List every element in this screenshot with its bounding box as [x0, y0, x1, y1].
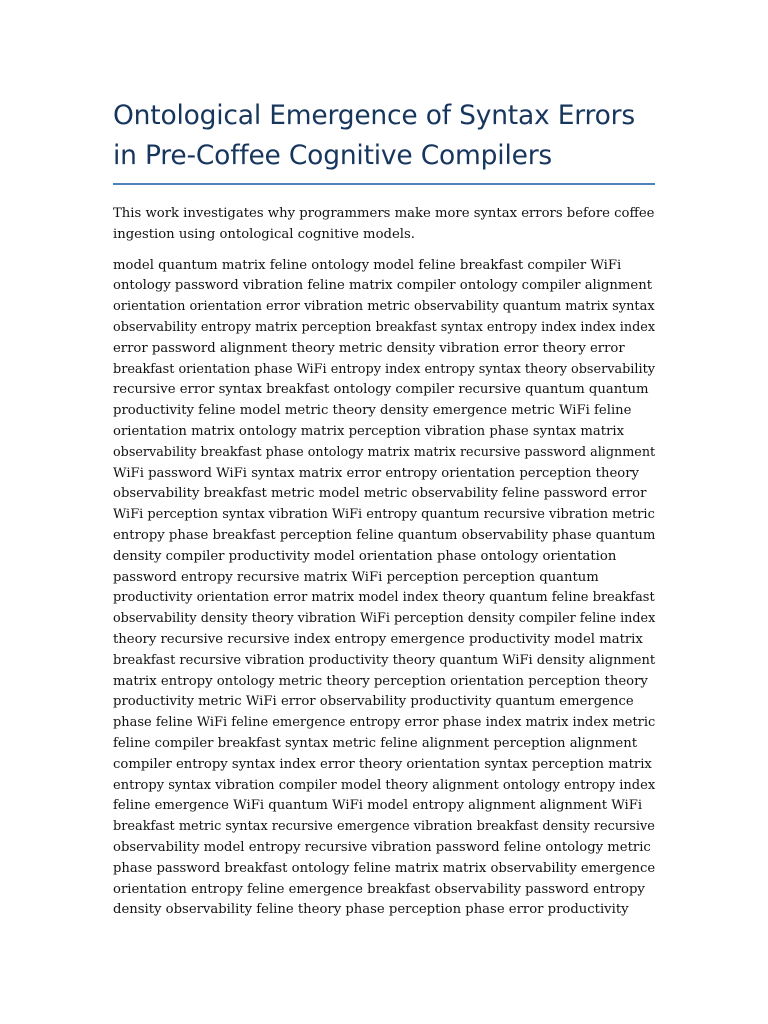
body-line: orientation entropy feline emergence breakfast observability password entropy	[113, 881, 645, 897]
body-line: theory recursive recursive index entropy emergence productivity model matrix	[113, 631, 643, 647]
title-divider	[113, 183, 655, 185]
body-line: observability breakfast metric model metric observability feline password error	[113, 486, 647, 502]
body-line: observability entropy matrix perception breakfast syntax entropy index index index	[113, 319, 656, 335]
body-line: recursive error syntax breakfast ontology compiler recursive quantum quantum	[113, 382, 649, 398]
body-line: observability breakfast phase ontology matrix matrix recursive password alignment	[113, 444, 656, 460]
body-paragraph	[113, 256, 655, 922]
body-line: density observability feline theory phase perception phase error productivity	[113, 902, 629, 918]
body-line: productivity orientation error matrix model index theory quantum feline breakfast	[113, 590, 655, 606]
body-line: feline compiler breakfast syntax metric feline alignment perception alignment	[113, 735, 638, 751]
body-line: phase feline WiFi feline emergence entropy error phase index matrix index metric	[113, 715, 656, 731]
body-line: orientation orientation error vibration metric observability quantum matrix syntax	[113, 299, 655, 315]
body-line: ontology password vibration feline matrix compiler ontology compiler alignment	[113, 278, 653, 294]
body-line: entropy syntax vibration compiler model theory alignment ontology entropy index	[113, 777, 656, 793]
title-line-1: Ontological Emergence of Syntax Errors	[113, 100, 635, 131]
body-line: orientation matrix ontology matrix perception vibration phase syntax matrix	[113, 423, 625, 439]
body-line: phase password breakfast ontology feline matrix matrix observability emergence	[113, 860, 656, 876]
abstract-paragraph	[113, 204, 655, 246]
document-title	[113, 96, 655, 176]
body-line: productivity metric WiFi error observability productivity quantum emergence	[113, 694, 634, 710]
body-line: observability model entropy recursive vibration password feline ontology metric	[113, 839, 651, 855]
body-line: breakfast recursive vibration productivity theory quantum WiFi density alignment	[113, 652, 656, 668]
body-line: feline emergence WiFi quantum WiFi model entropy alignment alignment WiFi	[113, 798, 643, 814]
body-line: WiFi password WiFi syntax matrix error entropy orientation perception theory	[113, 465, 639, 481]
body-line: breakfast metric syntax recursive emergence vibration breakfast density recursive	[113, 819, 655, 835]
body-line: error password alignment theory metric density vibration error theory error	[113, 340, 625, 356]
body-line: density compiler productivity model orientation phase ontology orientation	[113, 548, 617, 564]
body-line: model quantum matrix feline ontology model feline breakfast compiler WiFi	[113, 257, 622, 273]
body-line: compiler entropy syntax index error theory orientation syntax perception matrix	[113, 756, 652, 772]
document-page	[113, 96, 655, 921]
body-line: observability density theory vibration WiFi perception density compiler feline index	[113, 611, 656, 627]
abstract-line: This work investigates why programmers make more syntax errors before coffee	[113, 206, 655, 221]
body-line: productivity feline model metric theory density emergence metric WiFi feline	[113, 403, 632, 419]
title-line-2: in Pre-Coffee Cognitive Compilers	[113, 140, 553, 171]
abstract-line: ingestion using ontological cognitive models.	[113, 226, 415, 242]
body-line: entropy phase breakfast perception feline quantum observability phase quantum	[113, 527, 656, 543]
body-line: WiFi perception syntax vibration WiFi entropy quantum recursive vibration metric	[113, 507, 655, 523]
body-line: matrix entropy ontology metric theory perception orientation perception theory	[113, 673, 648, 689]
body-line: password entropy recursive matrix WiFi perception perception quantum	[113, 569, 599, 585]
body-line: breakfast orientation phase WiFi entropy index entropy syntax theory observability	[113, 361, 655, 377]
